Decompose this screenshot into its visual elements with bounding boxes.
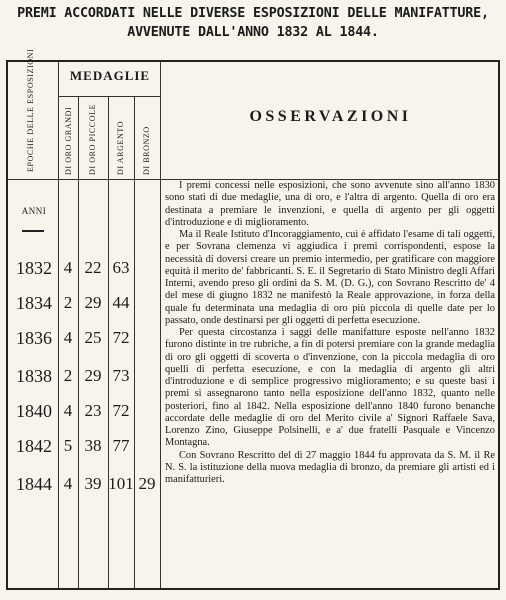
cell-argento: 72 (112, 401, 130, 420)
title-line-1: PREMI ACCORDATI NELLE DIVERSE ESPOSIZIONI DELLE MANIFATTURE, (17, 6, 489, 21)
table-row (8, 365, 160, 387)
observation-paragraph: I premi concessi nelle esposizioni, che sono avvenute sino all'anno 1830 sono stati di due medaglie, una di oro, e l'altra di argento. Quella di oro era destinata a premiare le invenzioni, e quella di argento per gli oggetti d'introduzione e di miglioramento. (165, 180, 495, 228)
column-header-osservazioni: OSSERVAZIONI (249, 108, 412, 125)
observation-paragraph: Per questa circostanza i saggi delle manifatture esposte nell'anno 1832 furono distinte in tre rubriche, a fin di potersi premiare con la grande medaglia di oro gli oggetti di scoverta o d'invenzione, con la piccola medaglia di oro quelli di perfetta esecuzione, e con la medaglia di argento gli altri d'introduzione e di semplice progressivo miglioramento; e su queste basi i premi si assegnarono tanto nella esposizione dell'anno 1832, quanto nelle posteriori, fino al 1842. Nella esposizione dell'anno 1840 furono benanche accordate delle medaglie di oro del Merito civile a' Signori Raffaele Sava, Lorenzo Zino, Giuseppe Polsinelli, e a' due fratelli Pasquale e Vincenzo Montagna. (165, 327, 495, 449)
table-row (8, 257, 160, 279)
page-title (0, 4, 506, 42)
cell-year: 1840 (16, 401, 52, 421)
cell-argento: 77 (112, 436, 130, 455)
cell-argento: 63 (112, 258, 130, 277)
cell-oro-grandi: 2 (63, 366, 73, 385)
cell-oro-piccole: 29 (84, 366, 102, 385)
cell-oro-piccole: 39 (84, 474, 102, 493)
cell-oro-grandi: 4 (63, 258, 73, 277)
cell-oro-piccole: 25 (84, 328, 102, 347)
cell-oro-grandi: 5 (63, 436, 73, 455)
cell-oro-grandi: 4 (63, 328, 73, 347)
column-rule (160, 62, 161, 588)
cell-oro-grandi: 4 (63, 474, 73, 493)
table-row (8, 327, 160, 349)
cell-year: 1836 (16, 328, 52, 348)
observation-paragraph: Ma il Reale Istituto d'Incoraggiamento, cui è affidato l'esame di tali oggetti, e per Sovrana clemenza vi aggiudica i premi corrispondenti, espose la necessità di doversi creare un premio intermedio, per gratificare con maggiore equità il merito de' fabbricanti. S. E. il Segretario di Stato Ministro degli Affari Interni, avendo preso gli ordini da S. M. (D. G.), con Sovrano Rescritto de' 4 del mese di giugno 1832 ne manifestò la Reale approvazione, in forza della quale fu determinata una medaglia di oro più piccola di quelle date per lo passato, onde destinarsi per gli oggetti di perfetta esecuzione. (165, 229, 495, 326)
column-header-epoche: EPOCHE DELLE ESPOSIZIONI (26, 48, 35, 172)
cell-oro-piccole: 38 (84, 436, 102, 455)
cell-oro-grandi: 2 (63, 293, 73, 312)
observations-text (165, 180, 495, 486)
column-rule (58, 62, 59, 588)
cell-year: 1834 (16, 293, 52, 313)
cell-year: 1838 (16, 366, 52, 386)
column-header-oro-piccole: DI ORO PICCOLE (88, 103, 97, 175)
column-group-medaglie: MEDAGLIE (69, 68, 151, 83)
table-row (8, 292, 160, 314)
cell-argento: 44 (112, 293, 130, 312)
cell-oro-piccole: 29 (84, 293, 102, 312)
title-line-2: AVVENUTE DALL'ANNO 1832 AL 1844. (127, 25, 379, 40)
anni-dash (22, 230, 44, 232)
cell-oro-grandi: 4 (63, 401, 73, 420)
cell-oro-piccole: 23 (84, 401, 102, 420)
table-row (8, 473, 160, 495)
cell-argento: 101 (108, 474, 134, 493)
column-header-argento: DI ARGENTO (116, 120, 125, 175)
column-header-bronzo: DI BRONZO (142, 126, 151, 175)
observation-paragraph: Con Sovrano Rescritto del dì 27 maggio 1844 fu approvata da S. M. il Re N. S. la istituzione della nuova medaglia di bronzo, da premiare gli artisti ed i manifatturieri. (165, 449, 495, 485)
table-row (8, 400, 160, 422)
cell-argento: 72 (112, 328, 130, 347)
cell-year: 1844 (16, 474, 52, 494)
cell-year: 1832 (16, 258, 52, 278)
column-header-oro-grandi: DI ORO GRANDI (64, 106, 73, 175)
cell-argento: 73 (112, 366, 130, 385)
cell-year: 1842 (16, 436, 52, 456)
prize-table (6, 48, 500, 590)
anni-label: ANNI (21, 206, 47, 216)
medaglie-rule (58, 96, 160, 97)
cell-oro-piccole: 22 (84, 258, 102, 277)
cell-bronzo: 29 (138, 474, 156, 493)
table-row (8, 435, 160, 457)
